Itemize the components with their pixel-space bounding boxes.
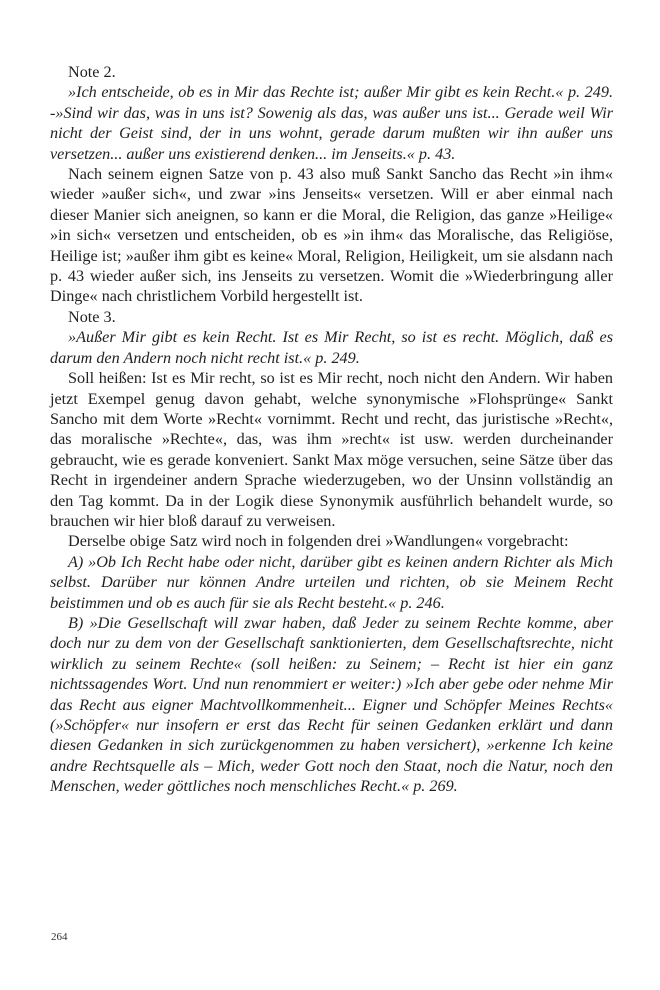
commentary-sankt-sancho-recht: Nach seinem eignen Satze von p. 43 also muß Sankt Sancho das Recht »in ihm« wieder »außer sich«, und zwar »ins Jenseits« versetzen. Will er aber einmal nach dieser Manier sich aneignen, so kann er die Moral, die Religion, das ganze »Heilige« »in sich« versetzen und entscheiden, ob es »in ihm« das Moralische, das Religiöse, Heilige ist; »außer ihm gibt es keine« Moral, Religion, Heiligkeit, um sie alsdann nach p. 43 wieder außer sich, ins Jenseits zu versetzen. Womit die »Wiederbringung aller Dinge« nach christlichem Vorbild hergestellt ist. — [50, 165, 613, 306]
page-body — [50, 62, 613, 797]
quote-p249-p43: »Ich entscheide, ob es in Mir das Rechte ist; außer Mir gibt es kein Recht.« p. 249. -»Sind wir das, was in uns ist? Sowenig als das, was außer uns ist... Gerade weil Wir nicht der Geist sind, der in uns wohnt, gerade darum mußten wir ihn außer uns versetzen... außer uns existierend denken... im Jenseits.« p. 43. — [50, 83, 613, 163]
note-3-heading: Note 3. — [68, 307, 116, 326]
quote-b-p269: B) »Die Gesellschaft will zwar haben, daß Jeder zu seinem Rechte komme, aber doch nur zu dem von der Gesellschaft sanktionierten, dem Gesellschaftsrechte, nicht wirklich zu seinem Rechte« (soll heißen: zu Seinem; – Recht ist hier ein ganz nichtssagendes Wort. Und nun renommiert er weiter:) »Ich aber gebe oder nehme Mir das Recht aus eigner Machtvollkommenheit... Eigner und Schöpfer Meines Rechts« (»Schöpfer« nur insofern er erst das Recht für seinen Gedanken erklärt und dann diesen Gedanken in sich zurückgenommen zu haben versichert), »erkenne Ich keine andre Rechtsquelle als – Mich, weder Gott noch den Staat, noch die Natur, noch den Menschen, weder göttliches noch menschliches Recht.« p. 269. — [50, 613, 613, 796]
note-2-heading: Note 2. — [68, 63, 116, 81]
page-number: 264 — [51, 931, 68, 943]
quote-a-p246: A) »Ob Ich Recht habe oder nicht, darüber gibt es keinen andern Richter als Mich selbst. Darüber nur können Andre urteilen und richten, ob sie Meinem Recht beistimmen und ob es auch für sie als Recht besteht.« p. 246. — [50, 552, 613, 612]
quote-p249-kein-recht: »Außer Mir gibt es kein Recht. Ist es Mir Recht, so ist es recht. Möglich, daß es darum den Andern noch nicht recht ist.« p. 249. — [50, 328, 613, 367]
commentary-wandlungen: Derselbe obige Satz wird noch in folgenden drei »Wandlungen« vorgebracht: — [68, 532, 569, 551]
commentary-synonymik: Soll heißen: Ist es Mir recht, so ist es Mir recht, noch nicht den Andern. Wir haben jetzt Exempel genug davon gehabt, welche synonymische »Flohsprünge« Sankt Sancho mit dem Worte »Recht« vornimmt. Recht und recht, das juristische »Recht«, das moralische »Rechte«, das, was ihm »recht« ist usw. werden durcheinander gebraucht, wie es gerade konveniert. Sankt Max möge versuchen, seine Sätze über das Recht in irgendeiner andern Sprache wiederzugeben, wo der Unsinn vollständig an den Tag kommt. Da in der Logik diese Synonymik ausführlich behandelt wurde, so brauchen wir hier bloß darauf zu verweisen. — [50, 369, 613, 530]
